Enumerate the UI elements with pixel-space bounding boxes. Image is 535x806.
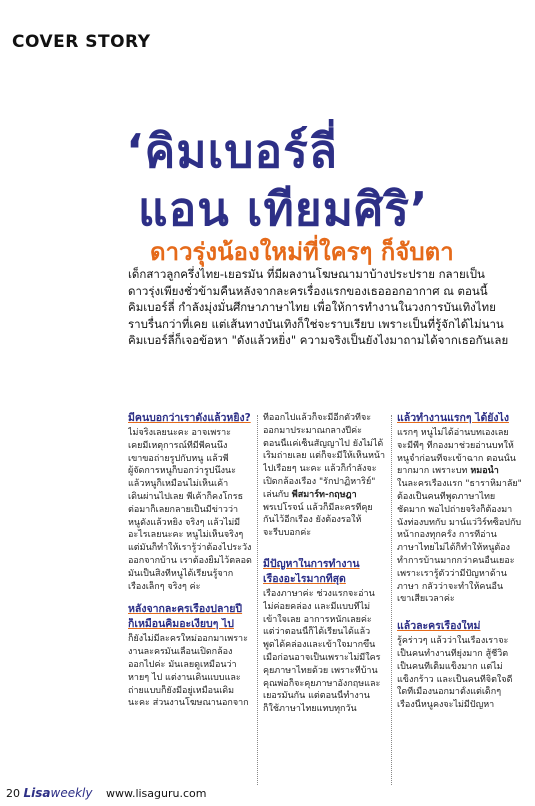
body-line: ออกไปค่ะ มันเลยดูเหมือนว่า	[128, 659, 237, 670]
body-line: เดินผ่านไปเลย พี่เค้าก็คงโกรธ	[128, 491, 244, 502]
magazine-logo-suffix: weekly	[50, 786, 93, 800]
body-line: เข้าใจเลย อาการหนักเลยค่ะ	[263, 614, 372, 625]
body-line: นะคะ ส่วนงานโฆษณานอกจาก	[128, 698, 249, 709]
intro-line: คิมเบอร์ลี่ กำลังมุ่งมั่นศึกษาภาษาไทย เพื่อให้การทำงานในวงการบันเทิงไทย	[128, 300, 496, 314]
body-column-2	[263, 412, 391, 716]
question-heading: แล้วทำงานแรกๆ ได้ยังไง	[397, 412, 509, 424]
body-line: แต่ว่าตอนนี้ก็ได้เรียนได้แล้ว	[263, 627, 371, 638]
body-line: ตอนนี้แค่เซ็นสัญญาไป ยังไม่ได้	[263, 438, 384, 449]
body-line: ไม่ค่อยคล่อง และมีแบบที่ไม่	[263, 601, 371, 612]
body-line: ก็ใช้ภาษาไทยแทบทุกวัน	[263, 704, 357, 715]
body-line: เพราะเรารู้ตัวว่ามีปัญหาด้าน	[397, 568, 507, 579]
body-line: แรกๆ หนูไม่ได้อ่านบทเองเลย	[397, 428, 509, 438]
body-line: หายๆ ไป แต่งานเดินแบบและ	[128, 672, 241, 683]
question-heading: มีปัญหาในการทำงาน	[263, 557, 360, 570]
column-divider	[257, 415, 258, 785]
body-line: ในละครเรื่องแรก "ธาราหิมาลัย"	[397, 479, 522, 490]
question-heading: มีคนบอกว่าเราดังแล้วหยิ่ง?	[128, 412, 251, 424]
body-line: ออกมาประมาณกลางปีค่ะ	[263, 425, 362, 436]
body-line: หนูจำก่อนที่จะเข้าฉาก ตอนนั้น	[397, 453, 516, 464]
body-line: แต่มันก็ทำให้เรารู้ว่าต้องไประวัง	[128, 543, 252, 554]
body-column-1	[128, 412, 256, 710]
body-text: เล่นกับ	[263, 489, 289, 500]
intro-line: คิมเบอร์ลี่ก็เจอข้อหา "ดังแล้วหยิ่ง" ความจริงเป็นยังไงมาถามได้จากเธอกันเลย	[128, 333, 509, 347]
body-line: เป็นคนทำงานที่ยุ่งมาก สู้ชีวิต	[397, 648, 509, 659]
body-line: ภาษาไทยไม่ได้ก็ทำให้หนูต้อง	[397, 543, 511, 554]
body-text: ยากมาก เพราะบท	[397, 466, 468, 477]
body-line: เรื่องนี้หนูคงจะไม่มีปัญหา	[397, 700, 495, 711]
body-line: หน้ากองทุกครั้ง การที่อ่าน	[397, 530, 497, 541]
body-line: เรื่องเล็กๆ จริงๆ ค่ะ	[128, 581, 201, 592]
body-line: งานละครมันเลื่อนเปิดกล้อง	[128, 647, 233, 658]
column-divider	[391, 415, 392, 785]
title-line-2: แอน เทียมศิริ’	[138, 182, 429, 236]
section-label: COVER STORY	[12, 32, 151, 52]
body-line: คุณพ่อก็จะคุยภาษาอังกฤษและ	[263, 678, 381, 689]
article-title	[118, 122, 528, 238]
question-heading: ก็เหมือนคิมอะเงียบๆ ไป	[128, 618, 234, 631]
body-line: แล้วหนูก็เหมือนไม่เห็นเค้า	[128, 479, 229, 490]
body-line: เขาขอถ่ายรูปกับหนู แล้วพี่	[128, 453, 229, 464]
body-line: ต้องเป็นคนที่พูดภาษาไทย	[397, 491, 496, 502]
body-line: เมื่อก่อนอาจเป็นเพราะไม่มีใคร	[263, 652, 381, 663]
body-line: จะรีบบอกค่ะ	[263, 528, 312, 539]
question-heading: หลังจากละครเรื่องปลายปี	[128, 603, 243, 616]
body-line: ที่ออกไปแล้วก็จะมีอีกตัวที่จะ	[263, 413, 372, 423]
body-line: คุยภาษาไทยด้วย เพราะที่บ้าน	[263, 665, 378, 676]
body-line: เปิดกล้องเรื่อง "รักปาฏิหาริย์"	[263, 476, 376, 487]
body-line: พูดได้คล่องและเข้าใจมากขึ้น	[263, 640, 376, 651]
intro-line: ราบรื่นกว่าที่เคย แต่เส้นทางบันเทิงก็ใช่จะราบเรียบ เพราะเป็นที่รู้จักได้ไม่นาน	[128, 316, 504, 331]
body-line: แข็งกร้าว และเป็นคนที่จิตใจดี	[397, 674, 513, 685]
body-line: ใดที่เมืองนอกมาตั้งแต่เด็กๆ	[397, 687, 502, 698]
body-line: เขาเสียเวลาค่ะ	[397, 594, 455, 605]
body-line: นั่งท่องบทกับ มาน์แว่วิร์ทซ็อปกับ	[397, 517, 522, 528]
page-footer	[6, 786, 206, 800]
body-line: ไปเรื่อยๆ นะคะ แล้วก็กำลังจะ	[263, 464, 377, 475]
body-line: กันไว้อีกเรื่อง ยังต้องรอให้	[263, 515, 362, 526]
body-line: ไม่จริงเลยนะคะ อาจเพราะ	[128, 428, 231, 438]
body-line: พรเปโรจน์ แล้วก็มีละครที่คุย	[263, 502, 373, 513]
intro-line: เด็กสาวลูกครึ่งไทย-เยอรมัน ที่มีผลงานโฆษณามาบ้างประปราย กลายเป็น	[128, 267, 485, 281]
body-line: เคยมีเหตุการณ์ที่มีพี่คนนึง	[128, 440, 228, 451]
page-number: 20	[6, 787, 20, 800]
title-line-1: ‘คิมเบอร์ลี่	[126, 124, 339, 178]
body-line: เรื่องภาษาค่ะ ช่วงแรกจะอ่าน	[263, 588, 375, 599]
intro-line: ดาวรุ่งเพียงชั่วข้ามคืนหลังจากละครเรื่องแรกของเธอออกอากาศ ณ ตอนนี้	[128, 283, 488, 298]
question-heading: แล้วละครเรื่องใหม่	[397, 620, 481, 633]
body-line: จะมีพี่ๆ ที่กองมาช่วยอ่านบทให้	[397, 440, 514, 451]
body-line: ออกจากบ้าน เราต้องยิ้มไว้ตลอด	[128, 555, 252, 566]
body-line: ก็ยังไม่มีละครใหม่ออกมาเพราะ	[128, 634, 248, 645]
body-line: อะไรเลยนะคะ หนูไม่เห็นจริงๆ	[128, 530, 244, 541]
magazine-logo: Lisa	[23, 786, 51, 800]
body-line: ต่อมาก็เลยกลายเป็นมีข่าวว่า	[128, 504, 239, 515]
highlighted-name: หมอน้ำ	[470, 466, 499, 477]
body-line	[263, 489, 391, 502]
body-line: เป็นคนที่เต็มแข็งมาก แต่ไม่	[397, 661, 503, 672]
body-line: ถ่ายแบบก็ยังมีอยู่เหมือนเดิม	[128, 685, 235, 696]
body-line: ทำการบ้านมากกว่าคนอื่นเยอะ	[397, 555, 515, 566]
body-line: มันเป็นสิ่งที่หนูได้เรียนรู้จาก	[128, 568, 234, 579]
body-line: หนูดังแล้วหยิ่ง จริงๆ แล้วไม่มี	[128, 517, 241, 528]
highlighted-name: พี่สมาร์ท-กฤษฎา	[291, 489, 357, 500]
body-column-3	[397, 412, 527, 712]
article-subtitle: ดาวรุ่งน้องใหม่ที่ใครๆ ก็จับตา	[150, 238, 454, 266]
body-line: รู้คร่าวๆ แล้วว่าในเรื่องเราจะ	[397, 636, 509, 647]
body-line: เริ่มถ่ายเลย แต่ก็จะมีให้เห็นหน้า	[263, 451, 386, 462]
body-line: ภาษา กลัวว่าจะทำให้คนอื่น	[397, 581, 504, 592]
intro-paragraph	[128, 266, 526, 349]
question-heading: เรื่องอะไรมากที่สุด	[263, 572, 346, 585]
body-line: ชัดมาก พอไปถ่ายจริงก็ต้องมา	[397, 504, 513, 515]
body-line	[397, 465, 527, 478]
website-url: www.lisaguru.com	[105, 787, 207, 800]
body-line: เยอรมันกัน แต่ตอนนี้ทำงาน	[263, 691, 370, 702]
body-line: ผู้จัดการหนูก็บอกว่ารูปนึงนะ	[128, 466, 237, 477]
